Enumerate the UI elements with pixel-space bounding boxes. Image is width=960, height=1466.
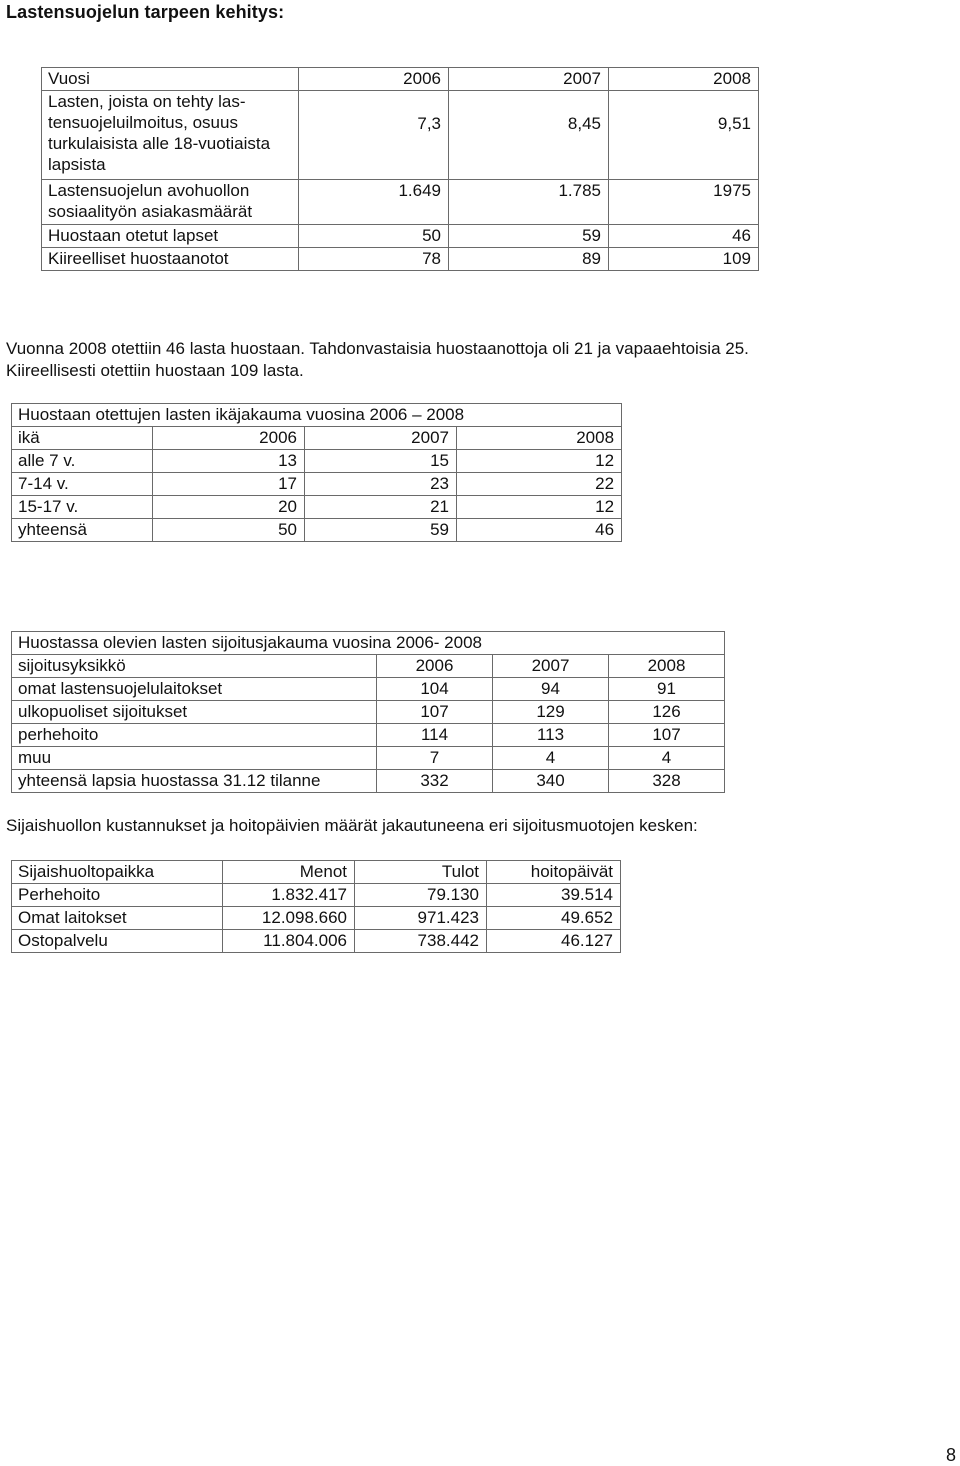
table-row [12, 450, 622, 473]
cell-value: 59 [449, 225, 609, 248]
cell-value: 13 [153, 450, 305, 473]
cell-value: 340 [493, 770, 609, 793]
cell-value: 17 [153, 473, 305, 496]
row-label: Perhehoito [12, 884, 223, 907]
cell-value: 1.785 [449, 180, 609, 225]
cell-value: 49.652 [487, 907, 621, 930]
header-cell: 2007 [493, 655, 609, 678]
row-label: Kiireelliset huostaanotot [42, 248, 299, 271]
cell-value: 8,45 [449, 91, 609, 180]
header-cell: Sijaishuoltopaikka [12, 861, 223, 884]
cell-value: 78 [299, 248, 449, 271]
cell-value: 50 [299, 225, 449, 248]
cell-value: 12 [457, 450, 622, 473]
cell-value: 129 [493, 701, 609, 724]
paragraph-costs-intro: Sijaishuollon kustannukset ja hoitopäivien määrät jakautuneena eri sijoitusmuotojen kesken: [6, 816, 698, 835]
page-heading: Lastensuojelun tarpeen kehitys: [6, 2, 285, 22]
row-label: Lasten, joista on tehty las-tensuojeluilmoitus, osuus turkulaisista alle 18-vuotiaista lapsista [42, 91, 299, 180]
row-label: Huostaan otetut lapset [42, 225, 299, 248]
table-need-trends [41, 67, 759, 271]
cell-value: 104 [377, 678, 493, 701]
cell-value: 126 [609, 701, 725, 724]
cell-value: 20 [153, 496, 305, 519]
table-row [42, 180, 759, 225]
cell-value: 7,3 [299, 91, 449, 180]
header-cell: 2008 [609, 655, 725, 678]
row-label: perhehoito [12, 724, 377, 747]
table-row [12, 884, 621, 907]
cell-value: 107 [609, 724, 725, 747]
cell-value: 113 [493, 724, 609, 747]
paragraph-line: Vuonna 2008 otettiin 46 lasta huostaan. Tahdonvastaisia huostaanottoja oli 21 ja vapaaehtoisia 25. [6, 339, 749, 358]
header-cell: 2006 [377, 655, 493, 678]
cell-value: 23 [305, 473, 457, 496]
page-number: 8 [945, 1445, 956, 1465]
cell-value: 7 [377, 747, 493, 770]
table-placement-distribution [11, 631, 725, 793]
cell-value: 1.649 [299, 180, 449, 225]
header-cell: 2006 [299, 68, 449, 91]
table-row [12, 678, 725, 701]
table-row [12, 770, 725, 793]
table-header-row [12, 861, 621, 884]
header-cell: Menot [223, 861, 355, 884]
table-age-distribution [11, 403, 622, 542]
cell-value: 91 [609, 678, 725, 701]
table-row [12, 701, 725, 724]
cell-value: 11.804.006 [223, 930, 355, 953]
row-label: Lastensuojelun avohuollon sosiaalityön asiakasmäärät [42, 180, 299, 225]
row-label: ulkopuoliset sijoitukset [12, 701, 377, 724]
cell-value: 1975 [609, 180, 759, 225]
table-caption: Huostassa olevien lasten sijoitusjakauma vuosina 2006- 2008 [12, 632, 725, 655]
row-label: Omat laitokset [12, 907, 223, 930]
cell-value: 50 [153, 519, 305, 542]
table-row [12, 724, 725, 747]
table-header-row [12, 427, 622, 450]
table-caption-row [12, 404, 622, 427]
row-label: alle 7 v. [12, 450, 153, 473]
cell-value: 107 [377, 701, 493, 724]
row-label: yhteensä [12, 519, 153, 542]
cell-value: 46 [609, 225, 759, 248]
table-row [42, 248, 759, 271]
row-label: 15-17 v. [12, 496, 153, 519]
cell-value: 22 [457, 473, 622, 496]
cell-value: 89 [449, 248, 609, 271]
header-cell: 2006 [153, 427, 305, 450]
cell-value: 109 [609, 248, 759, 271]
header-cell: ikä [12, 427, 153, 450]
cell-value: 4 [493, 747, 609, 770]
table-row [12, 473, 622, 496]
header-cell: 2008 [609, 68, 759, 91]
cell-value: 971.423 [355, 907, 487, 930]
cell-value: 12.098.660 [223, 907, 355, 930]
cell-value: 46.127 [487, 930, 621, 953]
table-foster-care-costs [11, 860, 621, 953]
table-row [12, 747, 725, 770]
cell-value: 1.832.417 [223, 884, 355, 907]
cell-value: 738.442 [355, 930, 487, 953]
header-cell: Vuosi [42, 68, 299, 91]
table-row [42, 91, 759, 180]
header-cell: 2008 [457, 427, 622, 450]
cell-value: 328 [609, 770, 725, 793]
cell-value: 79.130 [355, 884, 487, 907]
table-row [12, 519, 622, 542]
cell-value: 114 [377, 724, 493, 747]
row-label: yhteensä lapsia huostassa 31.12 tilanne [12, 770, 377, 793]
table-row [12, 907, 621, 930]
header-cell: 2007 [305, 427, 457, 450]
table-caption-row [12, 632, 725, 655]
cell-value: 4 [609, 747, 725, 770]
row-label: omat lastensuojelulaitokset [12, 678, 377, 701]
table-header-row [42, 68, 759, 91]
cell-value: 94 [493, 678, 609, 701]
row-label: Ostopalvelu [12, 930, 223, 953]
cell-value: 15 [305, 450, 457, 473]
header-cell: 2007 [449, 68, 609, 91]
cell-value: 39.514 [487, 884, 621, 907]
cell-value: 46 [457, 519, 622, 542]
cell-value: 12 [457, 496, 622, 519]
cell-value: 9,51 [609, 91, 759, 180]
table-row [42, 225, 759, 248]
header-cell: sijoitusyksikkö [12, 655, 377, 678]
table-row [12, 930, 621, 953]
table-row [12, 496, 622, 519]
row-label: muu [12, 747, 377, 770]
table-caption: Huostaan otettujen lasten ikäjakauma vuosina 2006 – 2008 [12, 404, 622, 427]
table-header-row [12, 655, 725, 678]
header-cell: Tulot [355, 861, 487, 884]
paragraph-custody-summary [6, 338, 749, 382]
cell-value: 21 [305, 496, 457, 519]
cell-value: 59 [305, 519, 457, 542]
paragraph-line: Kiireellisesti otettiin huostaan 109 lasta. [6, 361, 304, 380]
header-cell: hoitopäivät [487, 861, 621, 884]
cell-value: 332 [377, 770, 493, 793]
row-label: 7-14 v. [12, 473, 153, 496]
